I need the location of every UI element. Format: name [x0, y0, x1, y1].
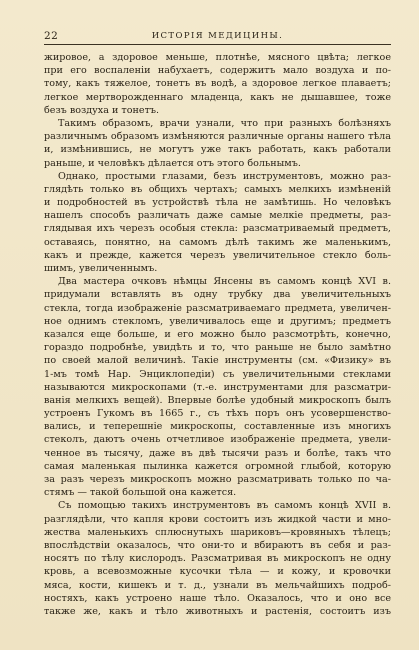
text-line: гораздо подробнѣе, увидѣть и то, что раньше не было замѣтно — [44, 342, 391, 354]
text-line: придумали вставлять въ одну трубку два увеличительныхъ — [44, 289, 391, 301]
text-line: тому, какъ тяжелое, тонетъ въ водѣ, а здоровое легкое плаваетъ; — [44, 78, 391, 90]
text-line: стямъ — такой большой она кажется. — [44, 487, 237, 499]
text-line: кровь, а всевозможные кусочки тѣла — и кожу, и кровочки — [44, 566, 391, 578]
text-line: ванія мелкихъ вещей). Впервые болѣе удобный микроскопъ былъ — [44, 394, 391, 406]
text-line: за разъ черезъ микроскопъ можно разсматривать только по ча- — [44, 474, 391, 485]
text-line: ное однимъ стекломъ, увеличивалось еще и другимъ; предметъ — [44, 315, 391, 327]
text-line: Два мастера очковъ нѣмцы Янсены въ самомъ концѣ XVI в. — [58, 276, 391, 288]
text-line: самая маленькая пылинка кажется огромной глыбой, которую — [44, 460, 391, 472]
text-line: по своей малой величинѣ. Такіе инструменты (см. «Физику» въ — [44, 355, 391, 367]
text-line: легкое мертворожденнаго младенца, какъ не дышавшее, тоже — [44, 91, 391, 103]
text-line: безъ воздуха и тонетъ. — [44, 104, 160, 116]
text-line: также же, какъ и тѣло животныхъ и растенія, состоитъ изъ — [44, 605, 391, 617]
text-line: раньше, и человѣкъ дѣлается отъ этого больнымъ. — [44, 157, 301, 169]
text-line: какъ и прежде, кажется черезъ увеличительное стекло боль- — [44, 249, 391, 261]
text-line: ченное въ тысячу, даже въ двѣ тысячи разъ и болѣе, такъ что — [44, 447, 391, 459]
page-number: 22 — [44, 30, 59, 42]
header-rule — [44, 44, 391, 45]
text-line: жества маленькихъ сплюснутыхъ шариковъ—кровяныхъ тѣлецъ; — [44, 526, 391, 538]
text-line: оставаясь, понятно, на самомъ дѣлѣ такимъ же маленькимъ, — [44, 236, 391, 248]
text-line: устроенъ Гукомъ въ 1665 г., съ тѣхъ поръ онъ усовершенство- — [44, 408, 391, 420]
text-line: носятъ по тѣлу кислородъ. Разсматривая въ микроскопъ не одну — [44, 553, 391, 565]
text-line: шимъ, увеличеннымъ. — [44, 263, 158, 274]
text-line: Съ помощью такихъ инструментовъ въ самомъ концѣ XVII в. — [58, 500, 391, 512]
text-line: разглядѣли, что капля крови состоитъ изъ жидкой части и мно- — [44, 513, 391, 525]
text-line: и подробностей въ устройствѣ тѣла не замѣтишь. Но человѣкъ — [44, 197, 391, 209]
text-line: 1-мъ томѣ Нар. Энциклопедіи) съ увеличительными стеклами — [44, 368, 391, 380]
text-line: различнымъ образомъ измѣняются различные органы нашего тѣла — [44, 131, 391, 143]
text-line: мяса, кости, кишекъ и т. д., узнали въ мельчайшихъ подроб- — [44, 579, 391, 591]
text-line: глядывая ихъ черезъ особыя стекла: разсматриваемый предметъ, — [44, 223, 391, 235]
page-header — [44, 30, 391, 44]
text-line: при его воспаленіи набухаетъ, содержитъ мало воздуха и по- — [44, 65, 391, 77]
text-line: стекла, тогда изображеніе разсматриваемаго предмета, увеличен- — [44, 302, 391, 314]
text-line: Однако, простыми глазами, безъ инструментовъ, можно раз- — [58, 170, 391, 182]
text-line: и, измѣнившись, не могутъ уже такъ работать, какъ работали — [44, 144, 391, 156]
text-line: ностяхъ, какъ устроено наше тѣло. Оказалось, что и оно все — [44, 592, 391, 604]
text-line: впослѣдствіи оказалось, что они-то и вбираютъ въ себя и раз- — [44, 539, 391, 551]
text-line: нашелъ способъ различать даже самые мелкіе предметы, раз- — [44, 210, 391, 222]
running-title: ИСТОРІЯ МЕДИЦИНЫ. — [151, 31, 284, 41]
text-line: Такимъ образомъ, врачи узнали, что при разныхъ болѣзняхъ — [58, 117, 391, 129]
body-text — [44, 51, 391, 644]
text-line: жировое, а здоровое меньше, плотнѣе, мясного цвѣта; легкое — [44, 52, 391, 63]
text-line: стеколъ, даютъ очень отчетливое изображеніе предмета, увели- — [44, 434, 391, 446]
text-line: называются микроскопами (т.-е. инструментами для разсматри- — [44, 381, 391, 393]
text-line: глядѣть только въ общихъ чертахъ; самыхъ мелкихъ измѣненій — [44, 183, 391, 195]
text-line: казался еще больше, и его можно было разсмотрѣть, конечно, — [44, 328, 391, 340]
text-line: вались, и теперешніе микроскопы, составленные изъ многихъ — [44, 421, 391, 433]
